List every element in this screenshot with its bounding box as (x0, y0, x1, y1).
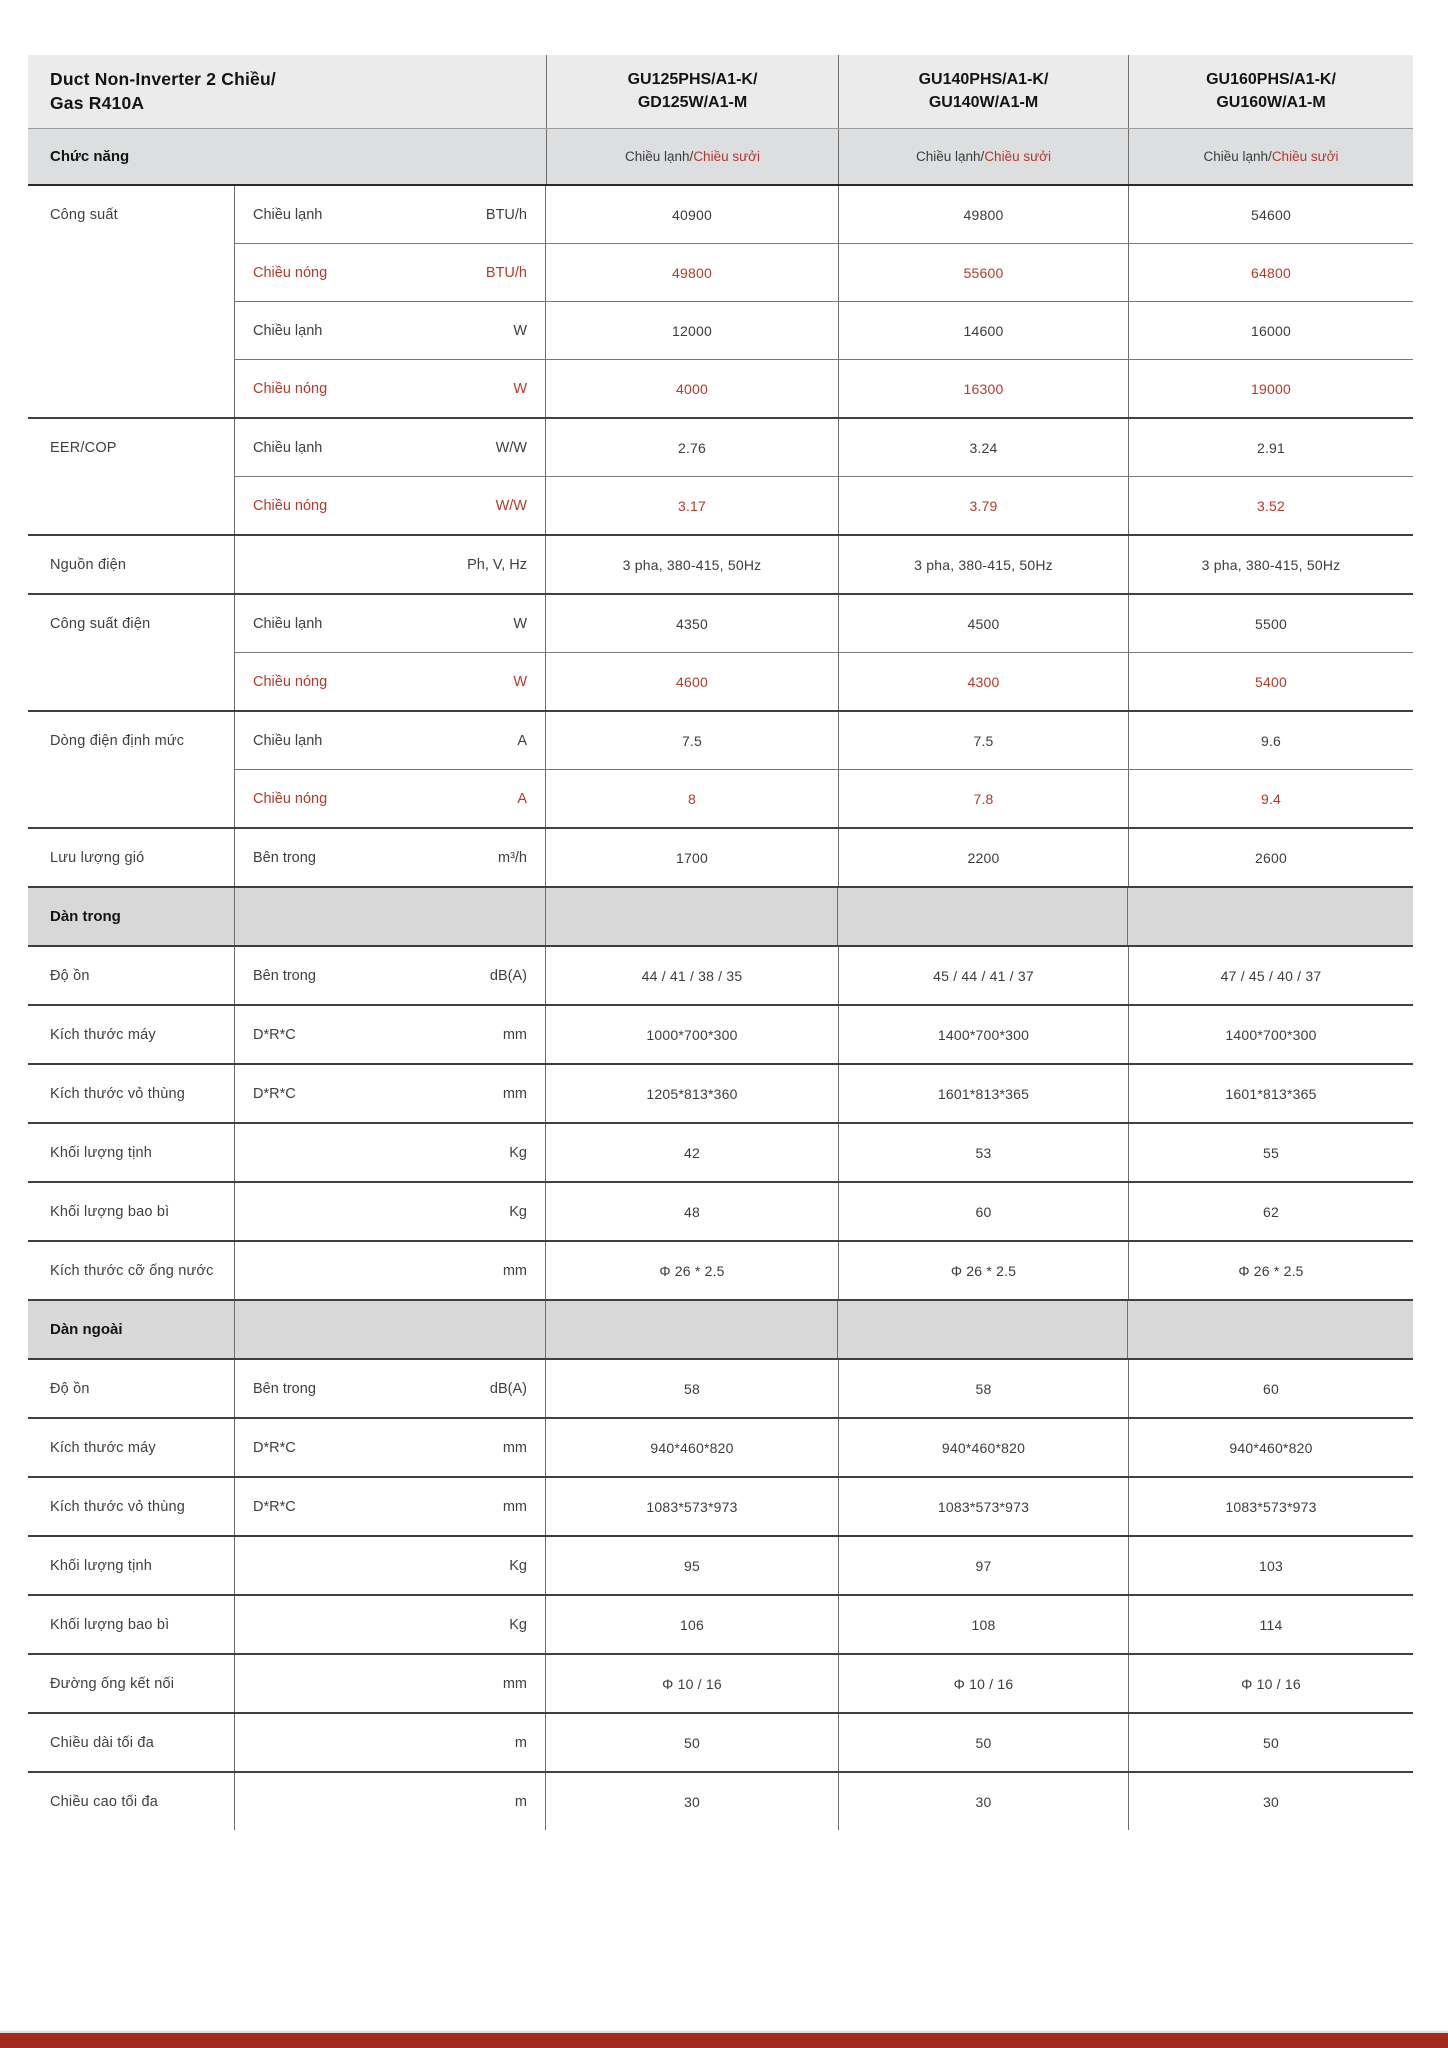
sublabel-unit-cell (235, 536, 546, 593)
spec-row (235, 1006, 1413, 1063)
spec-row (235, 947, 1413, 1004)
sublabel-unit-cell (235, 1183, 546, 1240)
group-rows (235, 1655, 1413, 1712)
value-cell-model-1: 40900 (672, 206, 712, 223)
row-unit: mm (502, 1085, 527, 1102)
group-rows (235, 536, 1413, 593)
value-cell-model-2: 55600 (838, 244, 1128, 301)
group-label: Kích thước vỏ thùng (50, 1085, 186, 1102)
value-cell-model-3: 64800 (1128, 244, 1413, 301)
value-cell-model-1: 4350 (676, 615, 708, 632)
value-cell-model-3: 9.6 (1128, 712, 1413, 769)
value-cell-model-1: 1700 (676, 849, 708, 866)
value-cell-model-2: 30 (838, 1773, 1128, 1830)
sublabel-unit-cell (235, 360, 546, 417)
spec-group (28, 1122, 1413, 1181)
group-label: Khối lượng tịnh (50, 1144, 153, 1161)
value-cell-model-3: 5400 (1128, 653, 1413, 710)
function-cell-1 (546, 129, 838, 184)
value-cell-model-2: 14600 (838, 302, 1128, 359)
spec-group (28, 945, 1413, 1004)
section-spacer-cell (838, 888, 1128, 945)
section-spacer-cell (838, 1301, 1128, 1358)
value-cell-model-2: 7.8 (838, 770, 1128, 827)
function-cell-2 (838, 129, 1128, 184)
section-label: Dàn trong (28, 888, 235, 945)
spec-row (235, 476, 1413, 534)
spec-group (28, 593, 1413, 710)
heat-mode-label: Chiều sưởi (693, 149, 760, 164)
value-cell-model-2: Φ 10 / 16 (838, 1655, 1128, 1712)
table-header-row (28, 55, 1413, 128)
section-spacer-cell (1128, 888, 1413, 945)
value-cell-model-3: 55 (1128, 1124, 1413, 1181)
product-series-title (28, 55, 546, 128)
spec-row (235, 1596, 1413, 1653)
row-unit: dB(A) (489, 1380, 527, 1397)
section-header-row (28, 886, 1413, 945)
spec-row (235, 243, 1413, 301)
value-cell-model-3: 3.52 (1128, 477, 1413, 534)
row-unit: W/W (495, 497, 527, 514)
value-cell-model-3: 62 (1128, 1183, 1413, 1240)
sublabel-unit-cell (235, 1596, 546, 1653)
sublabel-unit-cell (235, 244, 546, 301)
value-cell-model-1: 2.76 (677, 439, 707, 456)
group-label: Khối lượng bao bì (50, 1616, 170, 1633)
sublabel-unit-cell (235, 302, 546, 359)
row-sublabel: Chiều nóng (253, 497, 328, 514)
row-unit: m³/h (498, 849, 527, 866)
spec-row (235, 419, 1413, 476)
group-rows (235, 1065, 1413, 1122)
value-cell-model-3: 47 / 45 / 40 / 37 (1128, 947, 1413, 1004)
spec-row (235, 301, 1413, 359)
model-name-line2: GD125W/A1-M (637, 93, 748, 111)
spec-group (28, 1594, 1413, 1653)
group-label-cell (28, 1419, 235, 1476)
value-cell-model-2: 97 (838, 1537, 1128, 1594)
row-unit: W (513, 673, 527, 690)
value-cell-model-3: 1601*813*365 (1128, 1065, 1413, 1122)
group-label: Kích thước máy (50, 1026, 156, 1043)
cool-mode-label: Chiều lạnh (625, 149, 690, 164)
spec-group (28, 534, 1413, 593)
value-cell-model-1: 1000*700*300 (646, 1026, 738, 1043)
group-label: Khối lượng bao bì (50, 1203, 170, 1220)
sublabel-unit-cell (235, 1124, 546, 1181)
group-label-cell (28, 1537, 235, 1594)
value-cell-model-2: 4300 (838, 653, 1128, 710)
group-rows (235, 712, 1413, 827)
row-sublabel: Bên trong (253, 849, 316, 866)
value-cell-model-3: 19000 (1128, 360, 1413, 417)
group-label-cell (28, 186, 235, 417)
spec-group (28, 1417, 1413, 1476)
value-cell-model-2: 45 / 44 / 41 / 37 (838, 947, 1128, 1004)
row-unit: A (517, 790, 527, 807)
group-label-cell (28, 595, 235, 710)
spec-group (28, 1712, 1413, 1771)
row-sublabel: D*R*C (253, 1085, 296, 1102)
row-sublabel: Chiều nóng (253, 673, 328, 690)
value-cell-model-3: 3 pha, 380-415, 50Hz (1128, 536, 1413, 593)
group-label: Chiều cao tối đa (50, 1793, 158, 1810)
model-name-line1: GU140PHS/A1-K/ (918, 71, 1049, 89)
group-rows (235, 1419, 1413, 1476)
section-spacer-cell (235, 1301, 546, 1358)
spec-group (28, 710, 1413, 827)
model-name-line2: GU160W/A1-M (1216, 93, 1326, 111)
sublabel-unit-cell (235, 1478, 546, 1535)
spec-row (235, 769, 1413, 827)
group-rows (235, 1596, 1413, 1653)
product-series-title-line2: Gas R410A (50, 92, 145, 113)
spec-row (235, 652, 1413, 710)
value-cell-model-2: 1083*573*973 (838, 1478, 1128, 1535)
group-label-cell (28, 1773, 235, 1830)
group-label-cell (28, 1065, 235, 1122)
group-label-cell (28, 829, 235, 886)
value-cell-model-3: 54600 (1128, 186, 1413, 243)
value-cell-model-3: 2600 (1128, 829, 1413, 886)
value-cell-model-3: 5500 (1128, 595, 1413, 652)
spec-row (235, 1714, 1413, 1771)
value-cell-model-2: 1400*700*300 (838, 1006, 1128, 1063)
spec-row (235, 1360, 1413, 1417)
function-cell-3 (1128, 129, 1413, 184)
group-rows (235, 1124, 1413, 1181)
group-label: Nguồn điện (50, 556, 127, 573)
value-cell-model-1: 3.17 (677, 497, 707, 514)
value-cell-model-2: 3.24 (838, 419, 1128, 476)
value-cell-model-3: 1083*573*973 (1128, 1478, 1413, 1535)
spec-row (235, 829, 1413, 886)
section-header-row (28, 1299, 1413, 1358)
row-sublabel: Chiều nóng (253, 790, 328, 807)
row-sublabel: Chiều nóng (253, 380, 328, 397)
row-unit: m (514, 1793, 527, 1810)
row-unit: W (513, 615, 527, 632)
cool-mode-label: Chiều lạnh (1203, 149, 1269, 164)
value-cell-model-1: 44 / 41 / 38 / 35 (641, 967, 743, 984)
row-sublabel: Chiều lạnh (253, 439, 323, 456)
spec-group (28, 417, 1413, 534)
spec-group (28, 1771, 1413, 1830)
group-rows (235, 829, 1413, 886)
sublabel-unit-cell (235, 1655, 546, 1712)
group-rows (235, 1714, 1413, 1771)
row-unit: BTU/h (485, 206, 527, 223)
group-label-cell (28, 712, 235, 827)
value-cell-model-3: 2.91 (1128, 419, 1413, 476)
group-label-cell (28, 1655, 235, 1712)
group-label: Dòng điện định mức (50, 732, 185, 749)
mode-separator: / (1268, 149, 1272, 164)
spec-group (28, 1240, 1413, 1299)
row-sublabel: D*R*C (253, 1498, 296, 1515)
value-cell-model-1: 1205*813*360 (646, 1085, 738, 1102)
value-cell-model-2: 16300 (838, 360, 1128, 417)
spec-group (28, 1358, 1413, 1417)
group-rows (235, 1006, 1413, 1063)
heat-mode-label: Chiều sưởi (1271, 149, 1339, 164)
spec-row (235, 1773, 1413, 1830)
value-cell-model-1: Φ 10 / 16 (662, 1675, 722, 1692)
value-cell-model-2: 53 (838, 1124, 1128, 1181)
value-cell-model-2: 7.5 (838, 712, 1128, 769)
group-rows (235, 1183, 1413, 1240)
group-label-cell (28, 1714, 235, 1771)
row-unit: Kg (509, 1203, 527, 1220)
row-sublabel: D*R*C (253, 1439, 296, 1456)
model-name-line1: GU160PHS/A1-K/ (1206, 71, 1336, 89)
spec-group (28, 1004, 1413, 1063)
group-rows (235, 595, 1413, 710)
section-spacer-cell (546, 1301, 838, 1358)
sublabel-unit-cell (235, 1773, 546, 1830)
model-name-line1: GU125PHS/A1-K/ (627, 71, 758, 89)
sublabel-unit-cell (235, 186, 546, 243)
group-label: Khối lượng tịnh (50, 1557, 153, 1574)
row-sublabel: D*R*C (253, 1026, 296, 1043)
row-sublabel: Chiều nóng (253, 264, 328, 281)
spec-row (235, 359, 1413, 417)
sublabel-unit-cell (235, 1065, 546, 1122)
value-cell-model-1: 48 (684, 1203, 700, 1220)
row-unit: W (513, 380, 527, 397)
group-rows (235, 1360, 1413, 1417)
group-label-cell (28, 1006, 235, 1063)
spec-row (235, 1183, 1413, 1240)
row-unit: Kg (509, 1616, 527, 1633)
sublabel-unit-cell (235, 1360, 546, 1417)
spec-row (235, 1242, 1413, 1299)
spec-table (28, 55, 1413, 1830)
sublabel-unit-cell (235, 1242, 546, 1299)
sublabel-unit-cell (235, 829, 546, 886)
row-unit: BTU/h (485, 264, 527, 281)
value-cell-model-3: Φ 10 / 16 (1128, 1655, 1413, 1712)
group-rows (235, 186, 1413, 417)
group-rows (235, 419, 1413, 534)
value-cell-model-1: 106 (680, 1616, 704, 1633)
spec-row (235, 595, 1413, 652)
row-unit: Ph, V, Hz (467, 556, 527, 573)
value-cell-model-3: 16000 (1128, 302, 1413, 359)
value-cell-model-3: 50 (1128, 1714, 1413, 1771)
value-cell-model-1: 30 (684, 1793, 700, 1810)
spec-row (235, 1655, 1413, 1712)
value-cell-model-2: 2200 (838, 829, 1128, 886)
group-label: Đường ống kết nối (50, 1675, 175, 1692)
group-label-cell (28, 419, 235, 534)
spec-group (28, 186, 1413, 417)
value-cell-model-2: 60 (838, 1183, 1128, 1240)
spec-group (28, 1181, 1413, 1240)
group-rows (235, 947, 1413, 1004)
model-name-line2: GU140W/A1-M (928, 93, 1039, 111)
row-unit: W/W (495, 439, 527, 456)
value-cell-model-1: 7.5 (681, 732, 703, 749)
row-unit: m (514, 1734, 527, 1751)
value-cell-model-2: 49800 (838, 186, 1128, 243)
value-cell-model-1: 4600 (676, 673, 708, 690)
value-cell-model-1: 1083*573*973 (646, 1498, 738, 1515)
sublabel-unit-cell (235, 770, 546, 827)
spec-table-body (28, 186, 1413, 1830)
spec-row (235, 1419, 1413, 1476)
group-label: Chiều dài tối đa (50, 1734, 154, 1751)
group-label: Kích thước vỏ thùng (50, 1498, 186, 1515)
spec-row (235, 1124, 1413, 1181)
group-label: Kích thước cỡ ống nước (50, 1262, 214, 1279)
value-cell-model-1: 3 pha, 380-415, 50Hz (622, 556, 762, 573)
sublabel-unit-cell (235, 653, 546, 710)
spec-group (28, 1063, 1413, 1122)
row-sublabel: Chiều lạnh (253, 206, 323, 223)
value-cell-model-1: 42 (684, 1144, 700, 1161)
value-cell-model-2: 3.79 (838, 477, 1128, 534)
value-cell-model-3: 103 (1128, 1537, 1413, 1594)
value-cell-model-3: 30 (1128, 1773, 1413, 1830)
group-label-cell (28, 1478, 235, 1535)
value-cell-model-1: 12000 (672, 322, 712, 339)
spec-group (28, 1535, 1413, 1594)
row-unit: mm (502, 1026, 527, 1043)
row-unit: Kg (509, 1557, 527, 1574)
value-cell-model-3: 1400*700*300 (1128, 1006, 1413, 1063)
value-cell-model-3: 9.4 (1128, 770, 1413, 827)
group-label-cell (28, 947, 235, 1004)
value-cell-model-2: 58 (838, 1360, 1128, 1417)
spec-row (235, 1478, 1413, 1535)
value-cell-model-2: 108 (838, 1596, 1128, 1653)
group-rows (235, 1478, 1413, 1535)
value-cell-model-3: Φ 26 * 2.5 (1128, 1242, 1413, 1299)
group-label: Lưu lượng gió (50, 849, 145, 866)
row-unit: mm (502, 1439, 527, 1456)
value-cell-model-2: 940*460*820 (838, 1419, 1128, 1476)
spec-row (235, 536, 1413, 593)
group-label-cell (28, 1124, 235, 1181)
group-label-cell (28, 1360, 235, 1417)
row-unit: mm (502, 1262, 527, 1279)
page-footer-bar (0, 2031, 1448, 2048)
value-cell-model-1: 58 (684, 1380, 700, 1397)
group-rows (235, 1242, 1413, 1299)
sublabel-unit-cell (235, 477, 546, 534)
value-cell-model-1: 50 (684, 1734, 700, 1751)
sublabel-unit-cell (235, 1419, 546, 1476)
section-spacer-cell (546, 888, 838, 945)
spec-row (235, 1537, 1413, 1594)
group-rows (235, 1773, 1413, 1830)
sublabel-unit-cell (235, 1006, 546, 1063)
row-unit: mm (502, 1675, 527, 1692)
value-cell-model-3: 114 (1128, 1596, 1413, 1653)
section-spacer-cell (235, 888, 546, 945)
spec-group (28, 1653, 1413, 1712)
spec-group (28, 1476, 1413, 1535)
function-row (28, 128, 1413, 186)
sublabel-unit-cell (235, 419, 546, 476)
value-cell-model-2: 3 pha, 380-415, 50Hz (838, 536, 1128, 593)
heat-mode-label: Chiều sưởi (984, 149, 1051, 164)
value-cell-model-1: Φ 26 * 2.5 (659, 1262, 725, 1279)
value-cell-model-3: 60 (1128, 1360, 1413, 1417)
row-unit: dB(A) (489, 967, 527, 984)
section-label: Dàn ngoài (28, 1301, 235, 1358)
group-label-cell (28, 1242, 235, 1299)
group-label: EER/COP (50, 439, 117, 456)
spec-row (235, 1065, 1413, 1122)
row-unit: mm (502, 1498, 527, 1515)
spec-row (235, 186, 1413, 243)
mode-separator: / (980, 149, 985, 164)
value-cell-model-2: 1601*813*365 (838, 1065, 1128, 1122)
group-label-cell (28, 1183, 235, 1240)
cool-mode-label: Chiều lạnh (916, 149, 981, 164)
sublabel-unit-cell (235, 1714, 546, 1771)
model-column-header-1 (546, 55, 838, 128)
row-sublabel: Chiều lạnh (253, 615, 323, 632)
group-rows (235, 1537, 1413, 1594)
row-sublabel: Chiều lạnh (253, 732, 323, 749)
group-label: Độ ồn (50, 1380, 90, 1397)
model-column-header-2 (838, 55, 1128, 128)
value-cell-model-3: 940*460*820 (1128, 1419, 1413, 1476)
product-series-title-line1: Duct Non-Inverter 2 Chiều/ (50, 68, 276, 89)
row-sublabel: Chiều lạnh (253, 322, 323, 339)
group-label: Công suất (50, 206, 118, 223)
value-cell-model-2: 50 (838, 1714, 1128, 1771)
group-label: Công suất điện (50, 615, 151, 632)
value-cell-model-2: 4500 (838, 595, 1128, 652)
value-cell-model-1: 4000 (676, 380, 708, 397)
model-column-header-3 (1128, 55, 1413, 128)
group-label-cell (28, 536, 235, 593)
group-label: Kích thước máy (50, 1439, 156, 1456)
sublabel-unit-cell (235, 595, 546, 652)
sublabel-unit-cell (235, 947, 546, 1004)
row-unit: W (513, 322, 527, 339)
value-cell-model-1: 95 (684, 1557, 700, 1574)
row-sublabel: Bên trong (253, 1380, 316, 1397)
section-spacer-cell (1128, 1301, 1413, 1358)
group-label-cell (28, 1596, 235, 1653)
value-cell-model-2: Φ 26 * 2.5 (838, 1242, 1128, 1299)
group-label: Độ ồn (50, 967, 90, 984)
spec-row (235, 712, 1413, 769)
sublabel-unit-cell (235, 712, 546, 769)
row-sublabel: Bên trong (253, 967, 316, 984)
sublabel-unit-cell (235, 1537, 546, 1594)
value-cell-model-1: 8 (688, 790, 696, 807)
value-cell-model-1: 940*460*820 (650, 1439, 734, 1456)
row-unit: Kg (509, 1144, 527, 1161)
row-unit: A (517, 732, 527, 749)
function-row-label: Chức năng (50, 148, 130, 165)
value-cell-model-1: 49800 (672, 264, 712, 281)
spec-group (28, 827, 1413, 886)
mode-separator: / (689, 149, 694, 164)
